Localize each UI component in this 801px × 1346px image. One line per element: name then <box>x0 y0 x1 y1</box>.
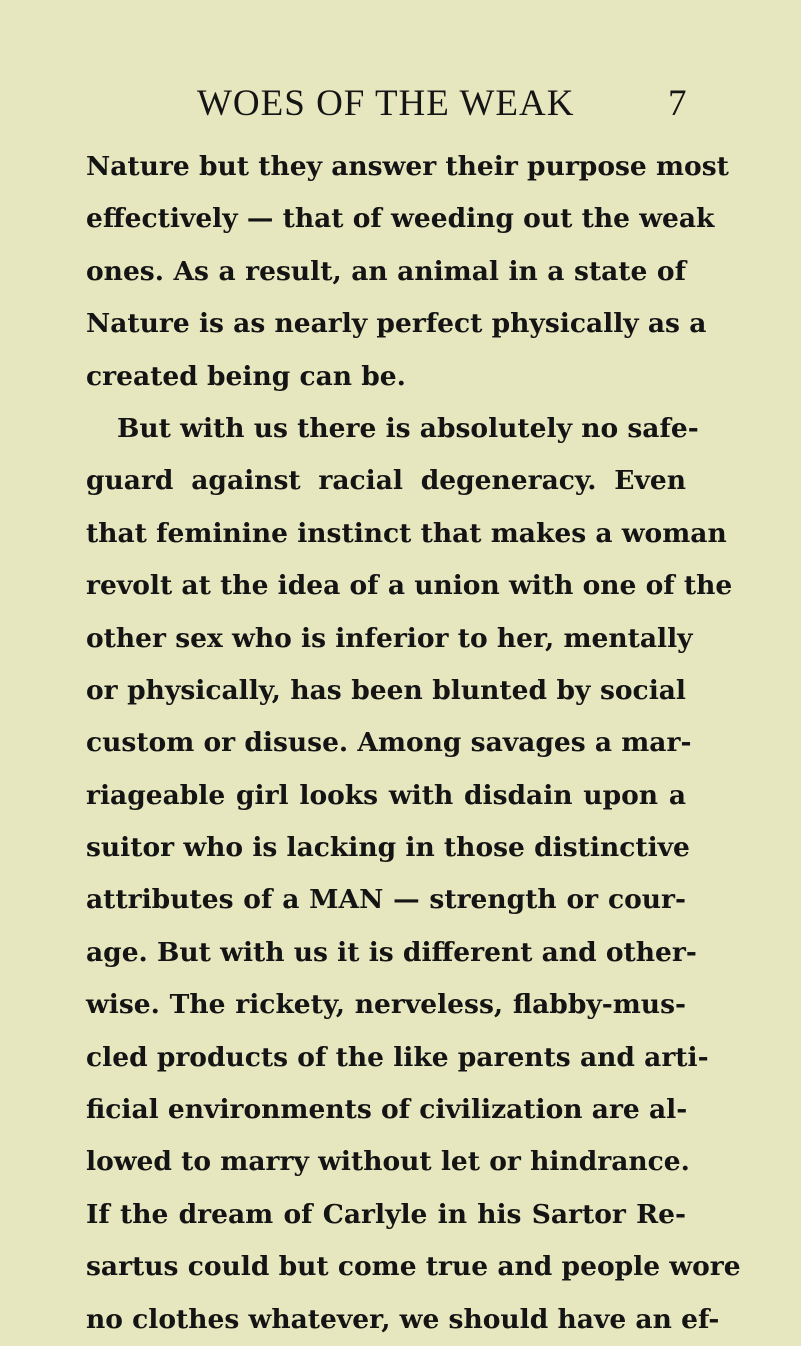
text-line: no clothes whatever, we should have an ef- <box>86 1303 720 1335</box>
text-line: attributes of a MAN — strength or cour- <box>86 884 686 916</box>
text-line: ones. As a result, an animal in a state of <box>86 255 686 287</box>
text-line: Nature is as nearly perfect physically as a <box>86 308 707 340</box>
text-line: sartus could but come true and people wore <box>86 1251 741 1283</box>
text-line: If the dream of Carlyle in his Sartor Re- <box>86 1198 686 1230</box>
text-line: ficial environments of civilization are al- <box>86 1094 688 1126</box>
text-line: that feminine instinct that makes a woman <box>86 517 727 549</box>
text-line: or physically, has been blunted by social <box>86 674 686 706</box>
running-head <box>0 82 801 126</box>
text-line: lowed to marry without let or hindrance. <box>86 1146 690 1178</box>
text-line: guard against racial degeneracy. Even <box>86 465 686 497</box>
text-line: created being can be. <box>86 360 406 392</box>
text-line: custom or disuse. Among savages a mar- <box>86 727 692 759</box>
paragraph-start-line: But with us there is absolutely no safe- <box>117 412 699 444</box>
text-line: age. But with us it is different and other- <box>86 936 697 968</box>
page-number: 7 <box>668 83 687 124</box>
text-line: effectively — that of weeding out the weak <box>86 203 715 235</box>
text-line: wise. The rickety, nerveless, flabby-mus- <box>86 989 686 1021</box>
text-line: riageable girl looks with disdain upon a <box>86 779 686 811</box>
text-line: revolt at the idea of a union with one of the <box>86 570 733 602</box>
running-title: WOES OF THE WEAK <box>197 83 575 124</box>
text-line: other sex who is inferior to her, mentally <box>86 622 693 654</box>
body-text <box>86 141 741 1346</box>
text-line: Nature but they answer their purpose most <box>86 151 729 182</box>
text-line: suitor who is lacking in those distinctive <box>86 832 690 864</box>
text-line: cled products of the like parents and arti- <box>86 1041 709 1073</box>
